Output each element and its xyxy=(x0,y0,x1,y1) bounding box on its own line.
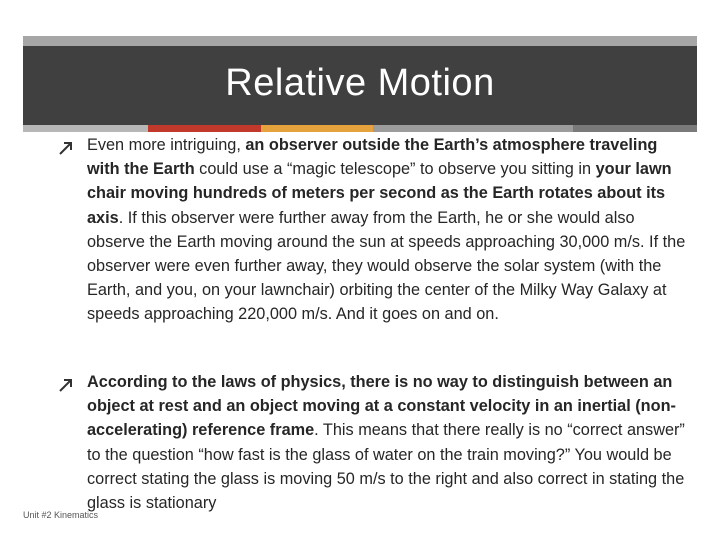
arrow-up-right-icon xyxy=(56,138,76,158)
slide-footer: Unit #2 Kinematics xyxy=(23,510,99,520)
bold-text-segment: your lawn chair moving hundreds of meters per second as the Earth rotates about its axis xyxy=(87,160,672,227)
text-segment: . If this observer were further away from the Earth, he or she would also observe the Earth moving around the sun at speeds approaching 30,000 m/s. If the observer were even further away, they would observe the solar system (with the Earth, and you, on your lawnchair) orbiting the center of the Milky Way Galaxy at speeds approaching 220,000 m/s. And it goes on and on. xyxy=(87,208,686,324)
bold-text-segment: According to the laws of physics, there is no way to distinguish between an object at rest and an object moving at a constant velocity in an inertial (non-accelerating) reference frame xyxy=(87,373,676,440)
text-segment: . This means that there really is no “correct answer” to the question “how fast is the glass of water on the train moving?” You would be correct stating the glass is moving 50 m/s to the right and also correct in stating the glass is stationary xyxy=(87,421,685,513)
text-segment: could use a “magic telescope” to observe you sitting in xyxy=(194,160,596,179)
slide-title: Relative Motion xyxy=(225,62,495,104)
bullet-paragraph-1 xyxy=(87,133,687,327)
bullet-paragraph-2 xyxy=(87,370,687,515)
text-segment: Even more intriguing, xyxy=(87,136,246,154)
arrow-up-right-icon xyxy=(56,375,76,395)
bold-text-segment: an observer outside the Earth’s atmosphere traveling with the Earth xyxy=(87,136,658,179)
